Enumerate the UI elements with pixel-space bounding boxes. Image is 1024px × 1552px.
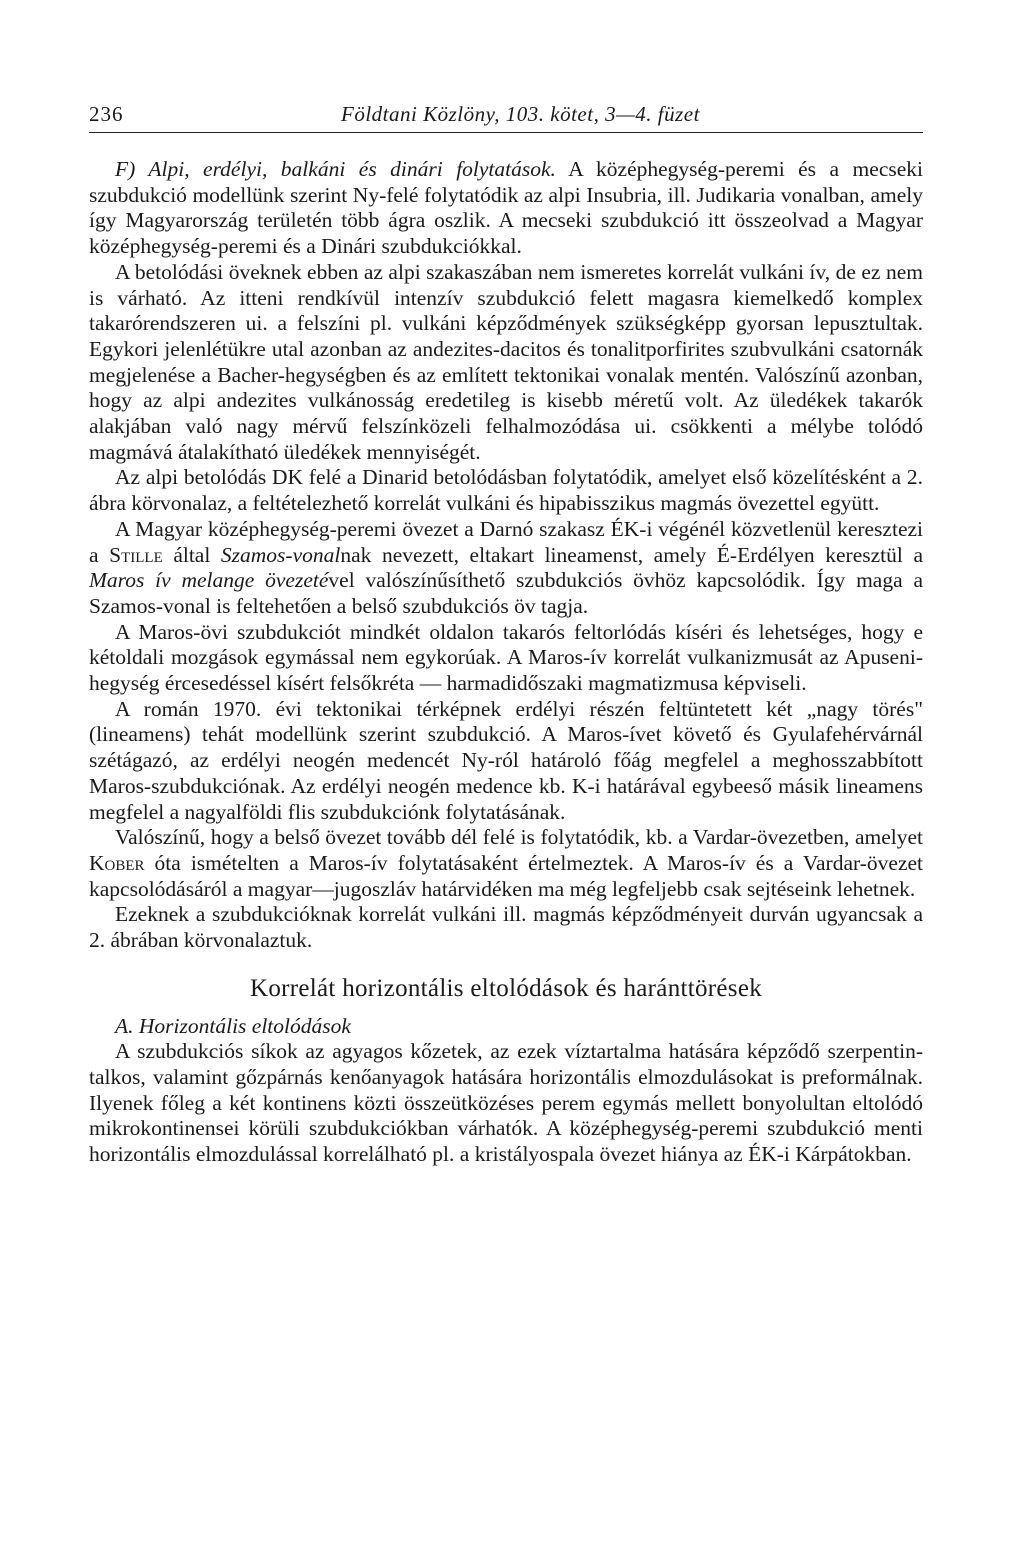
journal-title: Földtani Közlöny, 103. kötet, 3—4. füzet bbox=[341, 102, 700, 126]
author-name: Kober bbox=[89, 850, 145, 875]
paragraph-text: vel valószínűsíthető szubdukciós övhöz kapcsolódik. Így maga a Szamos-vonal is feltehetően a belső szubdukciós öv tagja. bbox=[89, 568, 923, 618]
italic-term: Szamos-vonal bbox=[220, 542, 341, 567]
paragraph: A betolódási öveknek ebben az alpi szakaszában nem ismeretes korrelát vulkáni ív, de ez nem is várható. Az itteni rendkívül intenzív szubdukció felett magasra kiemelkedő komplex takarórendszeren ui. a felszíni pl. vulkáni képződmények szükségképp gyorsan lepusztultak. Egykori jelenlétükre utal azonban az andezites-dacitos és tonalitporfirites szubvulkáni csatornák megjelenése a Bacher-hegységben és az említett tektonikai vonalak mentén. Valószínű azonban, hogy az alpi andezites vulkánosság eredetileg is kisebb méretű volt. Az üledékek takarók alakjában való nagy mérvű felszínközeli felhalmozódása ui. csökkenti a mélybe tolódó magmává átalakítható üledékek mennyiségét. bbox=[89, 259, 923, 464]
paragraph-text: által bbox=[162, 542, 221, 567]
subsection-title-f: F) Alpi, erdélyi, balkáni és dinári folytatások. bbox=[115, 157, 556, 181]
paragraph: A Maros-övi szubdukciót mindkét oldalon takarós feltorlódás kíséri és lehetséges, hogy e kétoldali mozgások egymással nem egykorúak. A Maros-ív korrelát vulkanizmusát az Apuseni-hegység ércesedéssel kísért felsőkréta — harmadidőszaki magmatizmusa képviseli. bbox=[89, 619, 923, 696]
paragraph-text: nak nevezett, eltakart lineamenst, amely É-Erdélyen keresztül a bbox=[340, 542, 923, 567]
paragraph: Az alpi betolódás DK felé a Dinarid betolódásban folytatódik, amelyet első közelítésként a 2. ábra körvonalaz, a feltételezhető korrelát vulkáni és hipabisszikus magmás övezettel együtt. bbox=[89, 465, 923, 516]
running-header bbox=[89, 98, 923, 133]
document-page bbox=[89, 98, 923, 1168]
paragraph-text: Valószínű, hogy a belső övezet tovább dél felé is folytatódik, kb. a Vardar-övezetben, amelyet bbox=[115, 825, 923, 850]
paragraph-text: óta ismételten a Maros-ív folytatásaként értelmeztek. A Maros-ív és a Vardar-övezet kapcsolódásáról a magyar—jugoszláv határvidéken ma még legfeljebb csak sejtéseink lehetnek. bbox=[89, 850, 923, 901]
paragraph: A szubdukciós síkok az agyagos kőzetek, az ezek víztartalma hatására képződő szerpentin-talkos, valamint gőzpárnás kenőanyagok hatására horizontális elmozdulásokat is preformálnak. Ilyenek főleg a két kontinens közti összeütközéses perem egymás mellett bonyolultan eltolódó mikrokontinensei körüli szubdukciókban várhatók. A középhegység-peremi szubdukció menti horizontális elmozdulással korrelálható pl. a kristályospala övezet hiánya az ÉK-i Kárpátokban. bbox=[89, 1039, 923, 1167]
subsection-heading: A. Horizontális eltolódások bbox=[115, 1013, 351, 1038]
paragraph: Ezeknek a szubdukcióknak korrelát vulkáni ill. magmás képződményeit durván ugyancsak a 2. ábrában körvonalaztuk. bbox=[89, 902, 923, 953]
paragraph bbox=[89, 825, 923, 902]
page-number: 236 bbox=[89, 102, 124, 126]
section-heading: Korrelát horizontális eltolódások és haránttörések bbox=[249, 974, 763, 1002]
paragraph bbox=[89, 157, 923, 260]
paragraph: A román 1970. évi tektonikai térképnek erdélyi részén feltüntetett két „nagy törés" (lineamens) tehát modellünk szerint szubdukció. A Maros-ívet követő és Gyulafehérvárnál szétágazó, az erdélyi neogén medencét Ny-ról határoló főág megfelel a meghosszabbított Maros-szubdukciónak. Az erdélyi neogén medence kb. K-i határával egybeeső másik lineamens megfelel a nagyalföldi flis szubdukciónk folytatásának. bbox=[89, 696, 923, 824]
author-name: Stille bbox=[109, 542, 163, 567]
paragraph bbox=[89, 517, 923, 620]
paragraph-text: A Magyar középhegység-peremi övezet a Darnó szakasz ÉK-i végénél közvetlenül keresztezi a bbox=[89, 516, 923, 567]
body-text bbox=[89, 157, 923, 1168]
italic-term: Maros ív melange övezeté bbox=[89, 568, 329, 593]
paragraph-text: A középhegység-peremi és a mecseki szubdukció modellünk szerint Ny-felé folytatódik az alpi Insubria, ill. Judikaria vonalban, amely így Magyarország területén több ágra oszlik. A mecseki szubdukció itt összeolvad a Magyar középhegység-peremi és a Dinári szubdukciókkal. bbox=[89, 157, 923, 259]
